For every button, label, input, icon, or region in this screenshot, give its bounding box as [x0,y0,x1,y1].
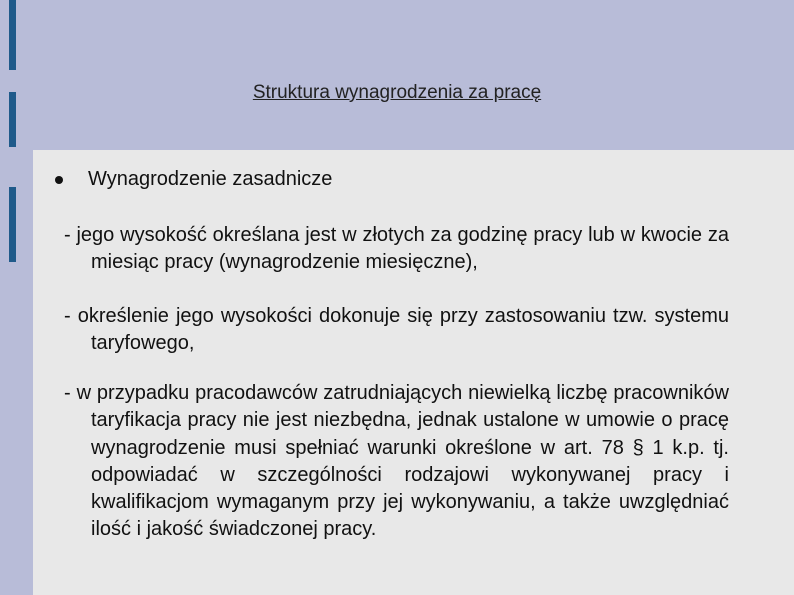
paragraph-2: - określenie jego wysokości dokonuje się przy zastosowaniu tzw. systemu taryfowego, [64,305,729,355]
accent-bar-top [9,0,16,70]
slide-title: Struktura wynagrodzenia za pracę [252,82,542,103]
bullet-text: Wynagrodzenie zasadnicze [88,168,333,190]
paragraph-3: - w przypadku pracodawców zatrudniających niewielką liczbę pracowników taryfikacja pracy nie jest niezbędna, jednak ustalone w umowie o pracę wynagrodzenie musi spełniać warunki określone w art. 78 § 1 k.p. tj. odpowiadać w szczególności rodzajowi wykonywanej pracy i kwalifikacjom wymaganym przy jej wykonywaniu, a także uwzględniać ilość i jakość świadczonej pracy. [64,382,729,541]
bullet-dot-icon [55,176,63,184]
bullet-item [55,168,734,191]
paragraph-1: - jego wysokość określana jest w złotych za godzinę pracy lub w kwocie za miesiąc pracy (wynagrodzenie miesięczne), [64,224,729,274]
accent-bar-bottom [9,187,16,262]
